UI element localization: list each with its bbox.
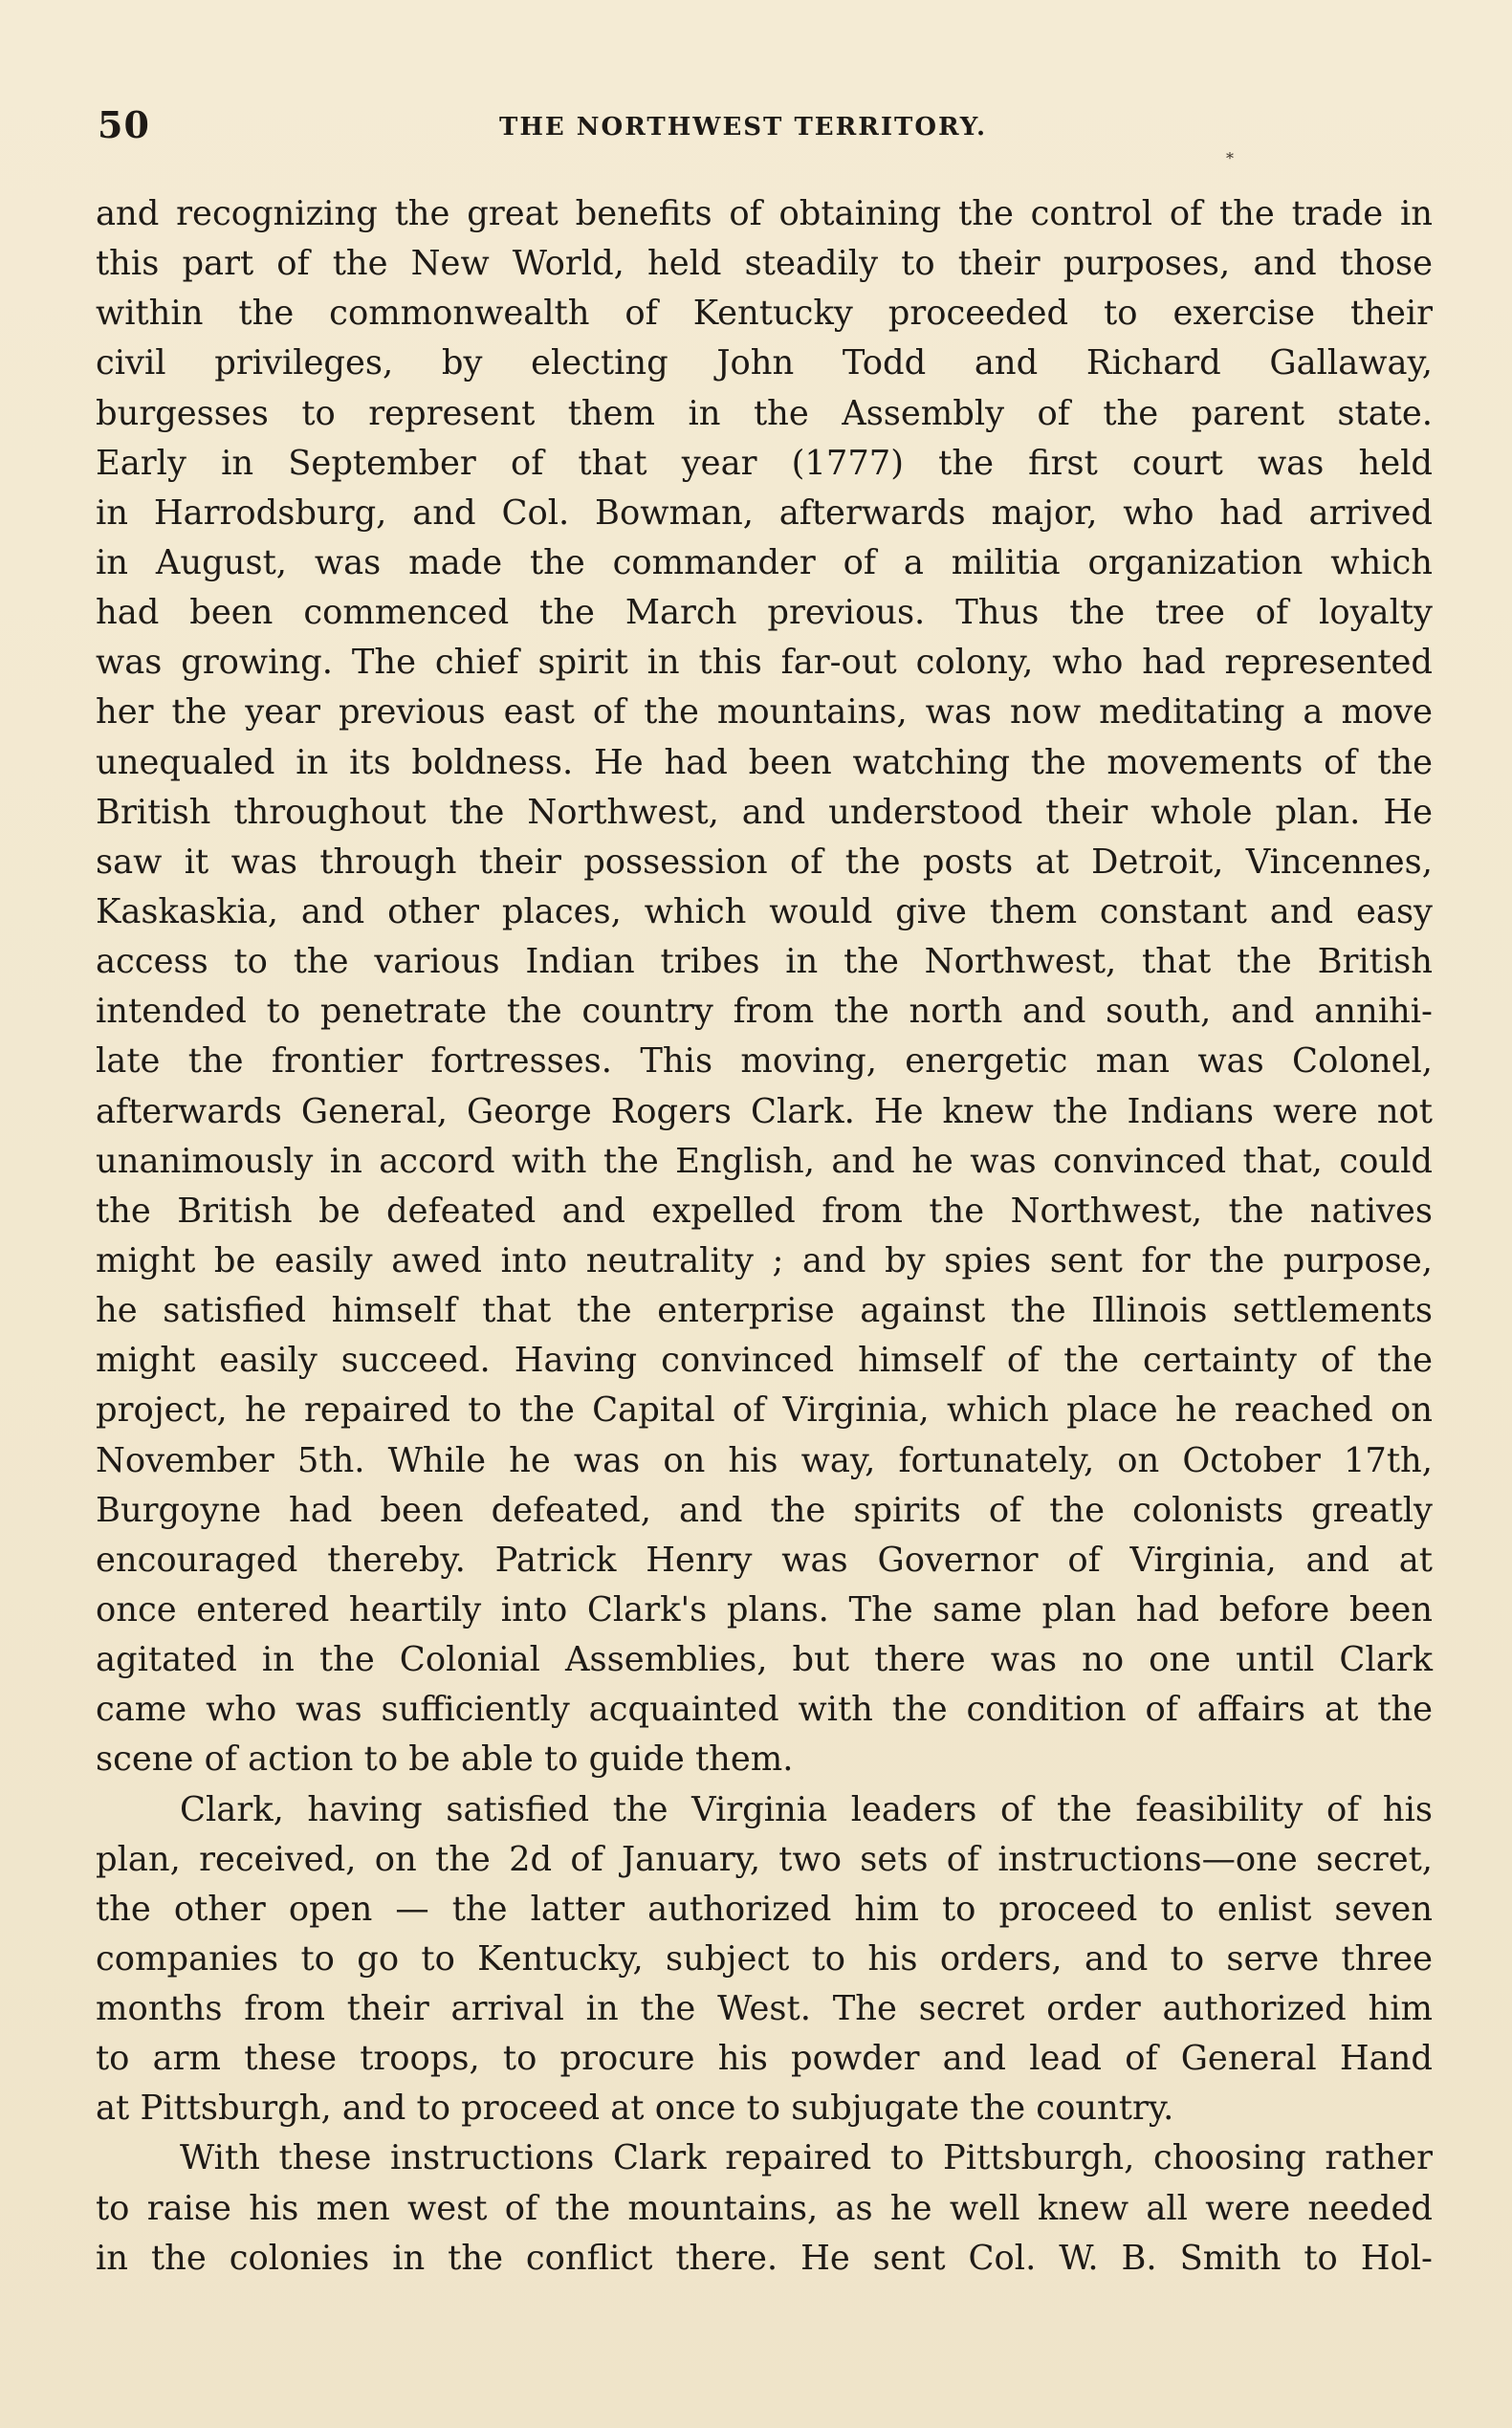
text-line: late the frontier fortresses. This moving, energetic man was Colonel,: [96, 1041, 1433, 1082]
text-line: at Pittsburgh, and to proceed at once to subjugate the country.: [96, 2089, 1174, 2129]
text-line: might be easily awed into neutrality ; and by spies sent for the purpose,: [96, 1240, 1433, 1280]
text-line: he satisfied himself that the enterprise against the Illinois settlements: [96, 1291, 1433, 1331]
text-line: and recognizing the great benefits of obtaining the control of the trade in: [96, 194, 1433, 233]
text-line: burgesses to represent them in the Assembly of the parent state.: [96, 393, 1433, 433]
text-line: in Harrodsburg, and Col. Bowman, afterwards major, who had arrived: [96, 492, 1433, 533]
text-line: unanimously in accord with the English, and he was convinced that, could: [96, 1141, 1433, 1181]
text-line: the other open — the latter authorized him to proceed to enlist seven: [96, 1889, 1433, 1929]
running-head: [98, 103, 1427, 167]
text-line: Burgoyne had been defeated, and the spirits of the colonists greatly: [96, 1490, 1433, 1530]
text-line: unequaled in its boldness. He had been watching the movements of the: [96, 742, 1433, 782]
text-line: this part of the New World, held steadily to their purposes, and those: [96, 244, 1433, 284]
text-line: Kaskaskia, and other places, which would give them constant and easy: [96, 891, 1433, 931]
text-line: months from their arrival in the West. The secret order authorized him: [96, 1989, 1433, 2029]
text-line: scene of action to be able to guide them.: [96, 1739, 794, 1780]
text-line: British throughout the Northwest, and understood their whole plan. He: [96, 792, 1433, 832]
text-line: her the year previous east of the mountains, was now meditating a move: [96, 692, 1433, 733]
text-line: intended to penetrate the country from the north and south, and annihi-: [96, 992, 1433, 1032]
text-line: saw it was through their possession of the posts at Detroit, Vincennes,: [96, 842, 1433, 882]
text-line: Early in September of that year (1777) the first court was held: [96, 443, 1433, 483]
body-text: [96, 189, 1433, 2284]
text-line: project, he repaired to the Capital of Virginia, which place he reached on: [96, 1390, 1433, 1431]
text-line: Clark, having satisfied the Virginia leaders of the feasibility of his: [180, 1789, 1433, 1829]
text-line: afterwards General, George Rogers Clark. He knew the Indians were not: [96, 1091, 1433, 1131]
text-line: once entered heartily into Clark's plans. The same plan had before been: [96, 1589, 1433, 1630]
text-line: within the commonwealth of Kentucky proceeded to exercise their: [96, 294, 1433, 334]
text-line: to raise his men west of the mountains, as he well knew all were needed: [96, 2188, 1433, 2228]
text-line: plan, received, on the 2d of January, two sets of instructions—one secret,: [96, 1839, 1433, 1879]
text-line: might easily succeed. Having convinced himself of the certainty of the: [96, 1341, 1433, 1381]
text-line: was growing. The chief spirit in this far-out colony, who had represented: [96, 643, 1433, 683]
text-line: the British be defeated and expelled from the Northwest, the natives: [96, 1191, 1433, 1231]
text-line: came who was sufficiently acquainted with the condition of affairs at the: [96, 1690, 1433, 1730]
running-title: THE NORTHWEST TERRITORY.: [499, 113, 988, 142]
text-line: to arm these troops, to procure his powder and lead of General Hand: [96, 2039, 1433, 2079]
text-line: had been commenced the March previous. Thus the tree of loyalty: [96, 593, 1433, 633]
text-line: encouraged thereby. Patrick Henry was Governor of Virginia, and at: [96, 1540, 1433, 1580]
text-line: civil privileges, by electing John Todd and Richard Gallaway,: [96, 343, 1433, 383]
stray-mark: *: [1226, 149, 1234, 167]
text-line: With these instructions Clark repaired to Pittsburgh, choosing rather: [180, 2138, 1433, 2178]
text-line: companies to go to Kentucky, subject to his orders, and to serve three: [96, 1938, 1433, 1979]
text-line: in the colonies in the conflict there. He sent Col. W. B. Smith to Hol-: [96, 2238, 1433, 2278]
text-line: November 5th. While he was on his way, fortunately, on October 17th,: [96, 1440, 1433, 1480]
text-line: access to the various Indian tribes in the Northwest, that the British: [96, 942, 1433, 982]
text-line: agitated in the Colonial Assemblies, but there was no one until Clark: [96, 1640, 1433, 1680]
page-number: 50: [98, 103, 150, 146]
text-line: in August, was made the commander of a militia organization which: [96, 542, 1433, 582]
